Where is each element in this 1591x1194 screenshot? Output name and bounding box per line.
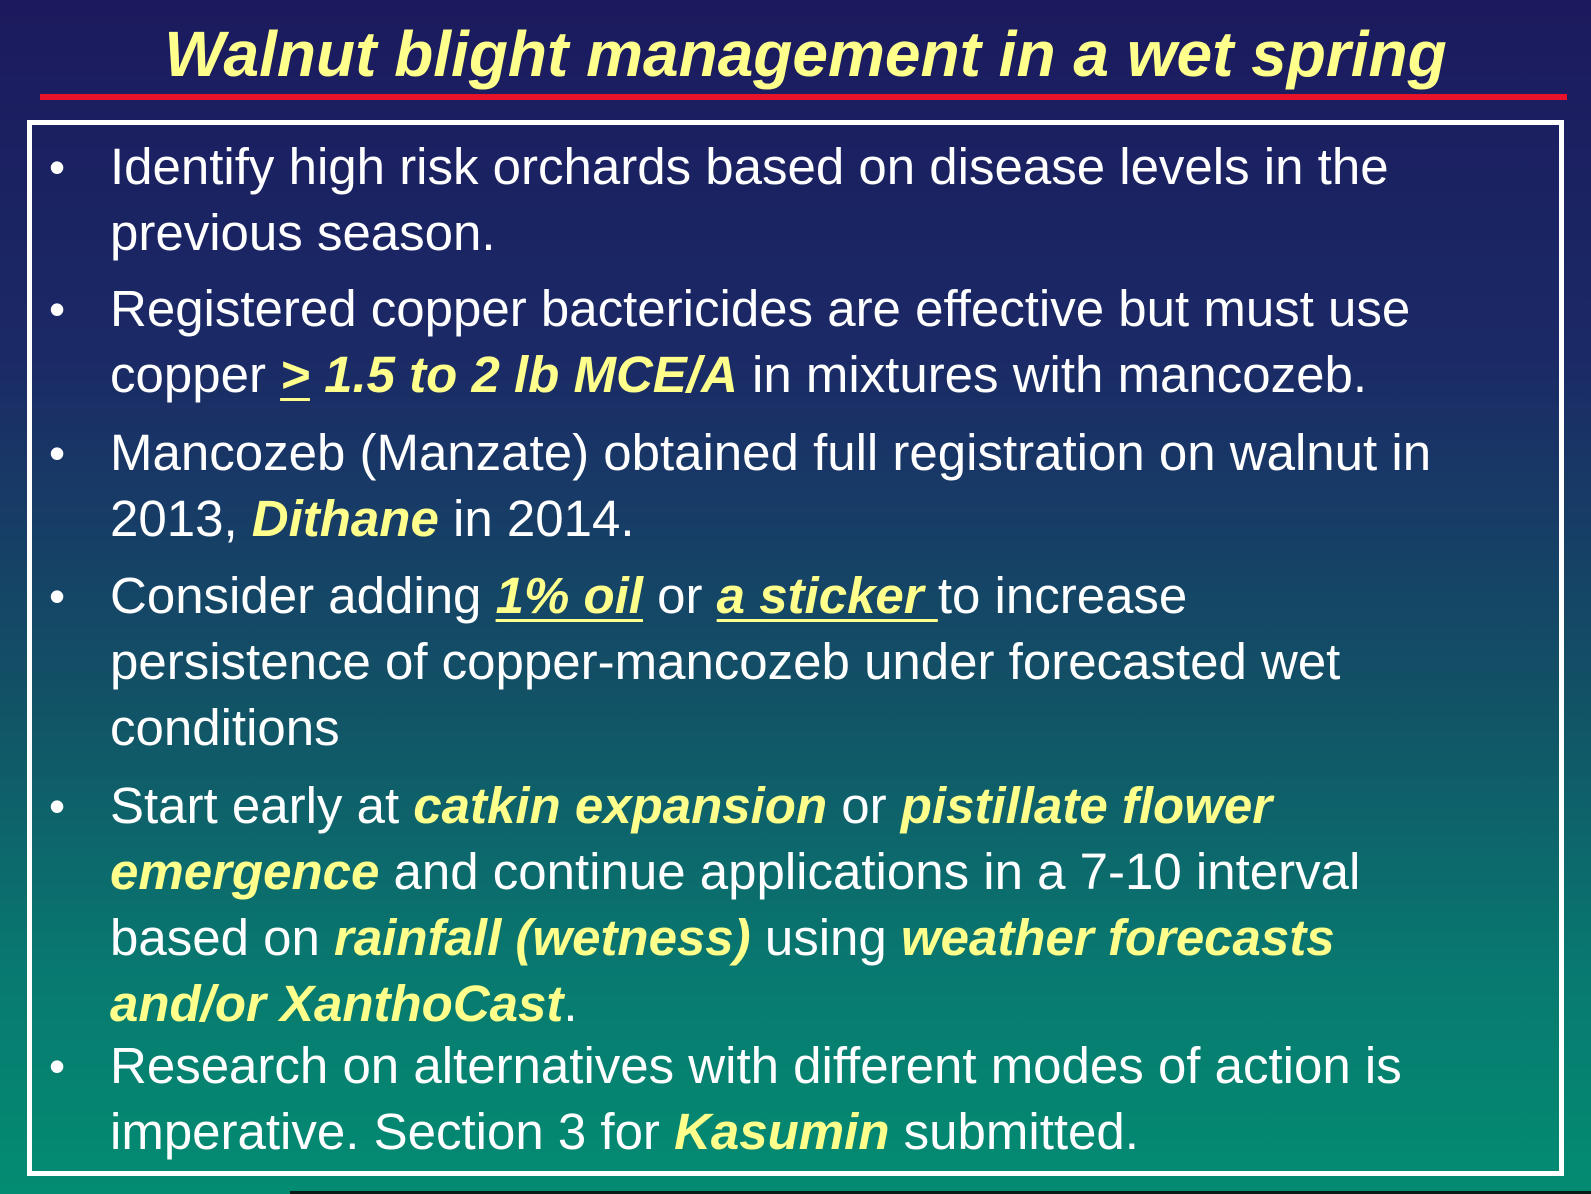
weather-forecasts-highlight: weather forecasts xyxy=(900,909,1335,966)
bullet-line: Registered copper bactericides are effective but must use xyxy=(110,280,1411,337)
text-run: or xyxy=(642,567,717,624)
bullet-text xyxy=(110,134,1570,266)
dithane-highlight: Dithane xyxy=(251,490,439,547)
bullet-marker: • xyxy=(49,427,66,479)
bullet-line: previous season. xyxy=(110,204,496,261)
text-run: copper xyxy=(110,346,281,403)
text-run: based on xyxy=(110,909,335,966)
text-run: or xyxy=(827,777,901,834)
catkin-expansion-highlight: catkin expansion xyxy=(413,777,828,834)
text-run: Consider adding xyxy=(110,567,496,624)
bullet-line xyxy=(110,563,1570,629)
bullet-marker: • xyxy=(49,1040,66,1092)
kasumin-highlight: Kasumin xyxy=(674,1103,890,1160)
bullet-line: Research on alternatives with different modes of action is xyxy=(110,1037,1402,1094)
text-run: in mixtures with mancozeb. xyxy=(737,346,1368,403)
bullet-line: Identify high risk orchards based on disease levels in the xyxy=(110,138,1389,195)
text-run: to increase xyxy=(937,567,1188,624)
copper-rate-highlight: 1.5 to 2 lb MCE/A xyxy=(309,346,738,403)
bullet-marker: • xyxy=(49,780,66,832)
bullet-text xyxy=(110,420,1570,552)
slide-title: Walnut blight management in a wet spring xyxy=(164,18,1447,90)
text-run: Start early at xyxy=(110,777,414,834)
oil-highlight: 1% oil xyxy=(495,567,643,624)
bullet-line xyxy=(110,839,1570,905)
rainfall-highlight: rainfall (wetness) xyxy=(334,909,751,966)
text-run: 2013, xyxy=(110,490,252,547)
bullet-line xyxy=(110,905,1570,971)
bullet-line xyxy=(110,486,1570,552)
xanthocast-highlight: and/or XanthoCast xyxy=(110,975,564,1032)
sticker-highlight: a sticker xyxy=(716,567,938,624)
text-run: submitted. xyxy=(889,1103,1139,1160)
text-run: using xyxy=(750,909,901,966)
bullet-line xyxy=(110,342,1570,408)
bullet-line: Mancozeb (Manzate) obtained full registration on walnut in xyxy=(110,424,1432,481)
pistillate-flower-highlight: pistillate flower xyxy=(900,777,1273,834)
bullet-marker: • xyxy=(49,283,66,335)
bullet-text xyxy=(110,773,1570,1037)
text-run: . xyxy=(563,975,578,1032)
title-underline-rule xyxy=(40,94,1567,100)
bullet-text xyxy=(110,1033,1570,1165)
text-run: imperative. Section 3 for xyxy=(110,1103,675,1160)
bullet-line xyxy=(110,1099,1570,1165)
bullet-marker: • xyxy=(49,570,66,622)
bullet-line xyxy=(110,971,1570,1037)
bullet-marker: • xyxy=(49,141,66,193)
bullet-text xyxy=(110,276,1570,408)
bullet-line: conditions xyxy=(110,699,340,756)
bullet-line: persistence of copper-mancozeb under forecasted wet xyxy=(110,633,1341,690)
copper-rate-ge-symbol: > xyxy=(280,346,310,403)
bullet-line xyxy=(110,773,1570,839)
text-run: in 2014. xyxy=(438,490,635,547)
text-run: and continue applications in a 7-10 interval xyxy=(379,843,1361,900)
emergence-highlight: emergence xyxy=(110,843,380,900)
bullet-text xyxy=(110,563,1570,761)
